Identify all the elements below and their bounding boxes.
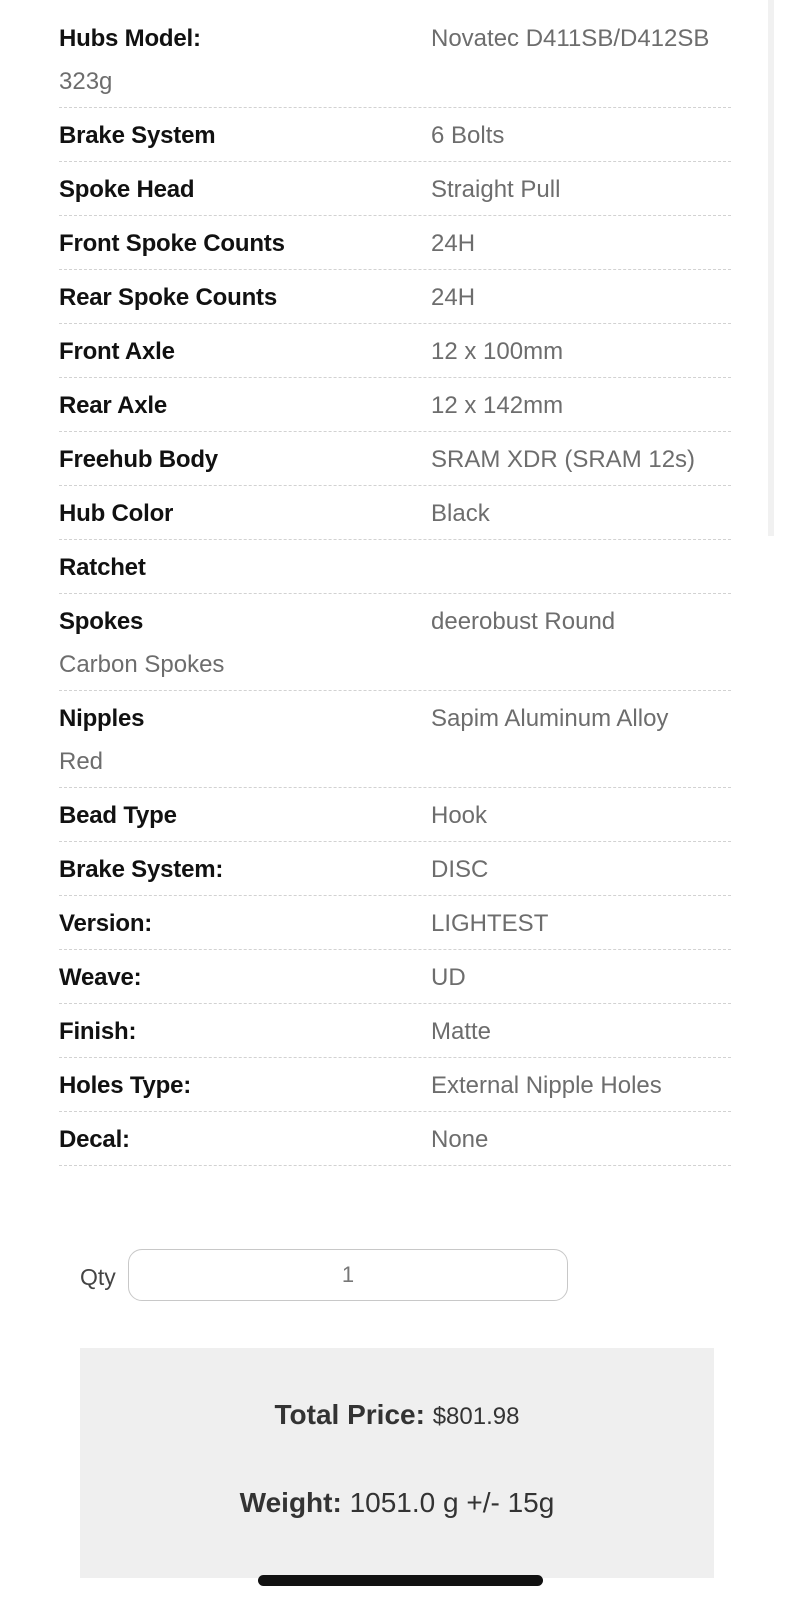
spec-label: Version: <box>59 910 153 937</box>
spec-label: Rear Spoke Counts <box>59 284 277 311</box>
spec-value: Matte <box>431 1018 492 1045</box>
spec-value: UD <box>431 964 466 991</box>
spec-value: 24H <box>431 284 476 311</box>
spec-row-hubs-model <box>59 0 731 108</box>
spec-value: Sapim Aluminum Alloy <box>431 705 669 732</box>
quantity-label: Qty <box>80 1264 116 1290</box>
spec-row-rear-spoke-counts <box>59 270 731 324</box>
spec-value: 12 x 142mm <box>431 392 564 419</box>
spec-value: 12 x 100mm <box>431 338 564 365</box>
spec-row-brake-system <box>59 108 731 162</box>
spec-row-spoke-head <box>59 162 731 216</box>
weight-label: Weight: <box>239 1487 350 1518</box>
spec-row-rear-axle <box>59 378 731 432</box>
spec-value: Hook <box>431 802 488 829</box>
spec-label: Spokes <box>59 608 144 635</box>
order-summary <box>80 1348 714 1578</box>
spec-table <box>59 0 731 1166</box>
spec-row-decal <box>59 1112 731 1166</box>
spec-row-weave <box>59 950 731 1004</box>
spec-value: 6 Bolts <box>431 122 505 149</box>
spec-row-brake-system-type <box>59 842 731 896</box>
spec-row-holes-type <box>59 1058 731 1112</box>
weight-value: 1051.0 g +/- 15g <box>349 1487 555 1518</box>
spec-label: Hubs Model: <box>59 25 201 52</box>
total-price-label: Total Price: <box>274 1399 433 1430</box>
spec-label: Decal: <box>59 1126 130 1153</box>
spec-value: Straight Pull <box>431 176 561 203</box>
spec-row-front-axle <box>59 324 731 378</box>
spec-value: DISC <box>431 856 489 883</box>
spec-row-freehub-body <box>59 432 731 486</box>
spec-label: Weave: <box>59 964 142 991</box>
spec-label: Finish: <box>59 1018 137 1045</box>
spec-value-continued: 323g <box>59 68 113 95</box>
spec-row-ratchet <box>59 540 731 594</box>
spec-row-finish <box>59 1004 731 1058</box>
spec-label: Ratchet <box>59 554 146 581</box>
spec-value: LIGHTEST <box>431 910 549 937</box>
spec-label: Bead Type <box>59 802 177 829</box>
spec-row-front-spoke-counts <box>59 216 731 270</box>
spec-row-bead-type <box>59 788 731 842</box>
spec-value: SRAM XDR (SRAM 12s) <box>431 446 696 473</box>
spec-label: Front Axle <box>59 338 175 365</box>
spec-row-hub-color <box>59 486 731 540</box>
spec-label: Nipples <box>59 705 145 732</box>
quantity-row <box>80 1249 570 1303</box>
total-price-value: $801.98 <box>432 1403 520 1430</box>
spec-value-continued: Red <box>59 748 104 775</box>
spec-label: Brake System <box>59 122 216 149</box>
spec-row-spokes <box>59 594 731 691</box>
weight-line <box>80 1487 714 1519</box>
spec-value: deerobust Round <box>431 608 616 635</box>
spec-label: Spoke Head <box>59 176 195 203</box>
spec-value: Black <box>431 500 490 527</box>
spec-value: Novatec D411SB/D412SB <box>431 25 710 52</box>
home-indicator[interactable] <box>258 1575 543 1586</box>
spec-label: Freehub Body <box>59 446 218 473</box>
spec-row-version <box>59 896 731 950</box>
spec-label: Rear Axle <box>59 392 168 419</box>
spec-value-continued: Carbon Spokes <box>59 651 225 678</box>
spec-value: 24H <box>431 230 476 257</box>
scrollbar-track[interactable] <box>768 0 774 536</box>
spec-row-nipples <box>59 691 731 788</box>
quantity-input[interactable]: 1 <box>128 1249 568 1301</box>
spec-label: Holes Type: <box>59 1072 192 1099</box>
spec-label: Hub Color <box>59 500 174 527</box>
spec-value: None <box>431 1126 489 1153</box>
spec-label: Front Spoke Counts <box>59 230 285 257</box>
total-price-line <box>80 1399 714 1431</box>
spec-label: Brake System: <box>59 856 224 883</box>
spec-value: External Nipple Holes <box>431 1072 662 1099</box>
